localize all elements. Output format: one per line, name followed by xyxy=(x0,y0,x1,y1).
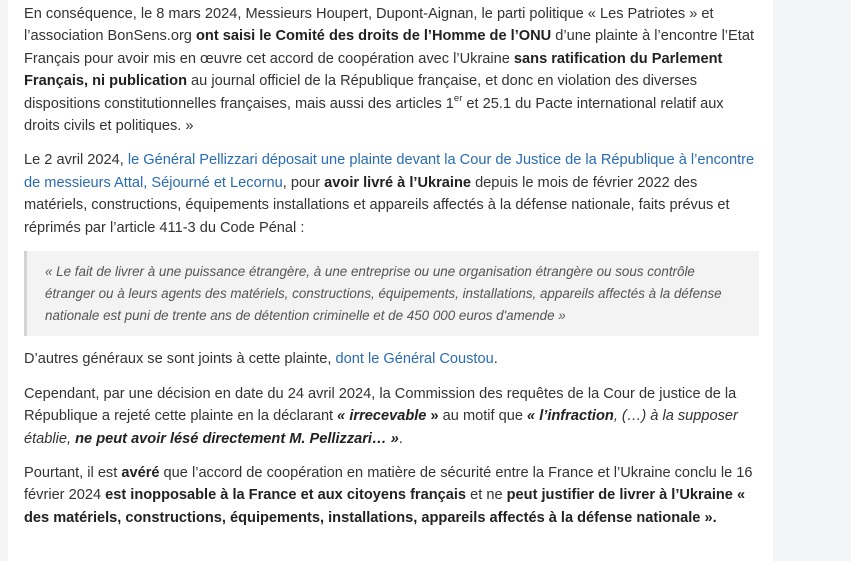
bold-text: avéré xyxy=(121,465,160,482)
text: d’une plainte à l’encontre l’Etat Français pour avoir mis en œuvre cet accord de coopération avec l’Ukraine xyxy=(24,28,755,67)
text: et ne xyxy=(466,487,507,504)
text: et 25.1 du Pacte international relatif aux droits civils et politiques. » xyxy=(24,95,724,135)
general-coustou-link[interactable]: dont le Général Coustou xyxy=(335,351,494,368)
text: D’autres généraux se sont joints à cette plainte, xyxy=(24,351,336,368)
text: , pour xyxy=(282,174,325,191)
article-content xyxy=(24,3,759,541)
paragraph-other-generals xyxy=(24,348,759,370)
paragraph-onu-complaint xyxy=(24,3,759,137)
text: Cependant, par une décision en date du 24 avril 2024, la Commission des requêtes de la Cour de justice de la République a rejeté cette plainte en la déclarant xyxy=(24,385,737,425)
bold-italic-text: « irrecevable xyxy=(337,408,427,425)
text: que l’accord de coopération en matière de sécurité entre la France et l’Ukraine conclu le 16 février 2024 xyxy=(24,465,753,504)
bold-italic-text: « l’infraction xyxy=(527,408,614,425)
paragraph-agreement-inopposable xyxy=(24,462,759,529)
bold-text: avoir livré à l’Ukraine xyxy=(324,174,472,191)
bold-text: sans ratification du Parlement Français, ni publication xyxy=(24,50,723,90)
text: Pourtant, il est xyxy=(24,465,122,482)
italic-text: , (…) à la supposer établie, xyxy=(24,408,738,447)
pellizzari-complaint-link[interactable]: le Général Pellizzari déposait une plainte devant la Cour de Justice de la République à l’encontre de messieurs Attal, Séjourné et Lecornu xyxy=(24,152,755,191)
superscript: er xyxy=(453,92,463,104)
bold-text: peut justifier de livrer à l’Ukraine « des matériels, constructions, équipements, installations, appareils affectés à la défense nationale ». xyxy=(24,487,746,526)
text: au motif que xyxy=(438,408,528,425)
article-body xyxy=(8,0,773,561)
text: . xyxy=(493,351,498,368)
bold-text: est inopposable à la France et aux citoyens français xyxy=(105,487,467,504)
text: Le 2 avril 2024, xyxy=(24,152,128,169)
bold-italic-text: ne peut avoir lésé directement M. Pellizzari… » xyxy=(75,430,399,447)
text: . xyxy=(398,430,403,447)
text: En conséquence, le 8 mars 2024, Messieurs Houpert, Dupont-Aignan, le parti politique « Les Patriotes » et l’association BonSens.org xyxy=(24,6,714,45)
bold-text: » xyxy=(426,408,439,425)
text: au journal officiel de la République française, et donc en violation des diverses dispositions constitutionnelles françaises, mais aussi des articles 1 xyxy=(24,73,698,112)
bold-text: ont saisi le Comité des droits de l’Homme de l’ONU xyxy=(195,28,552,45)
blockquote-code-penal: « Le fait de livrer à une puissance étrangère, à une entreprise ou une organisation étrangère ou sous contrôle étranger ou à leurs agents des matériels, constructions, équipements, installations, appareils affectés à la défense nationale est puni de trente ans de détention criminelle et de 450 000 euros d'amende » xyxy=(24,251,759,336)
paragraph-pellizzari-complaint xyxy=(24,149,759,239)
paragraph-commission-decision xyxy=(24,383,759,450)
text: depuis le mois de février 2022 des matériels, constructions, équipements installations et appareils affectés à la défense nationale, faits prévus et réprimés par l’article 411-3 du Code Pénal : xyxy=(24,174,730,236)
